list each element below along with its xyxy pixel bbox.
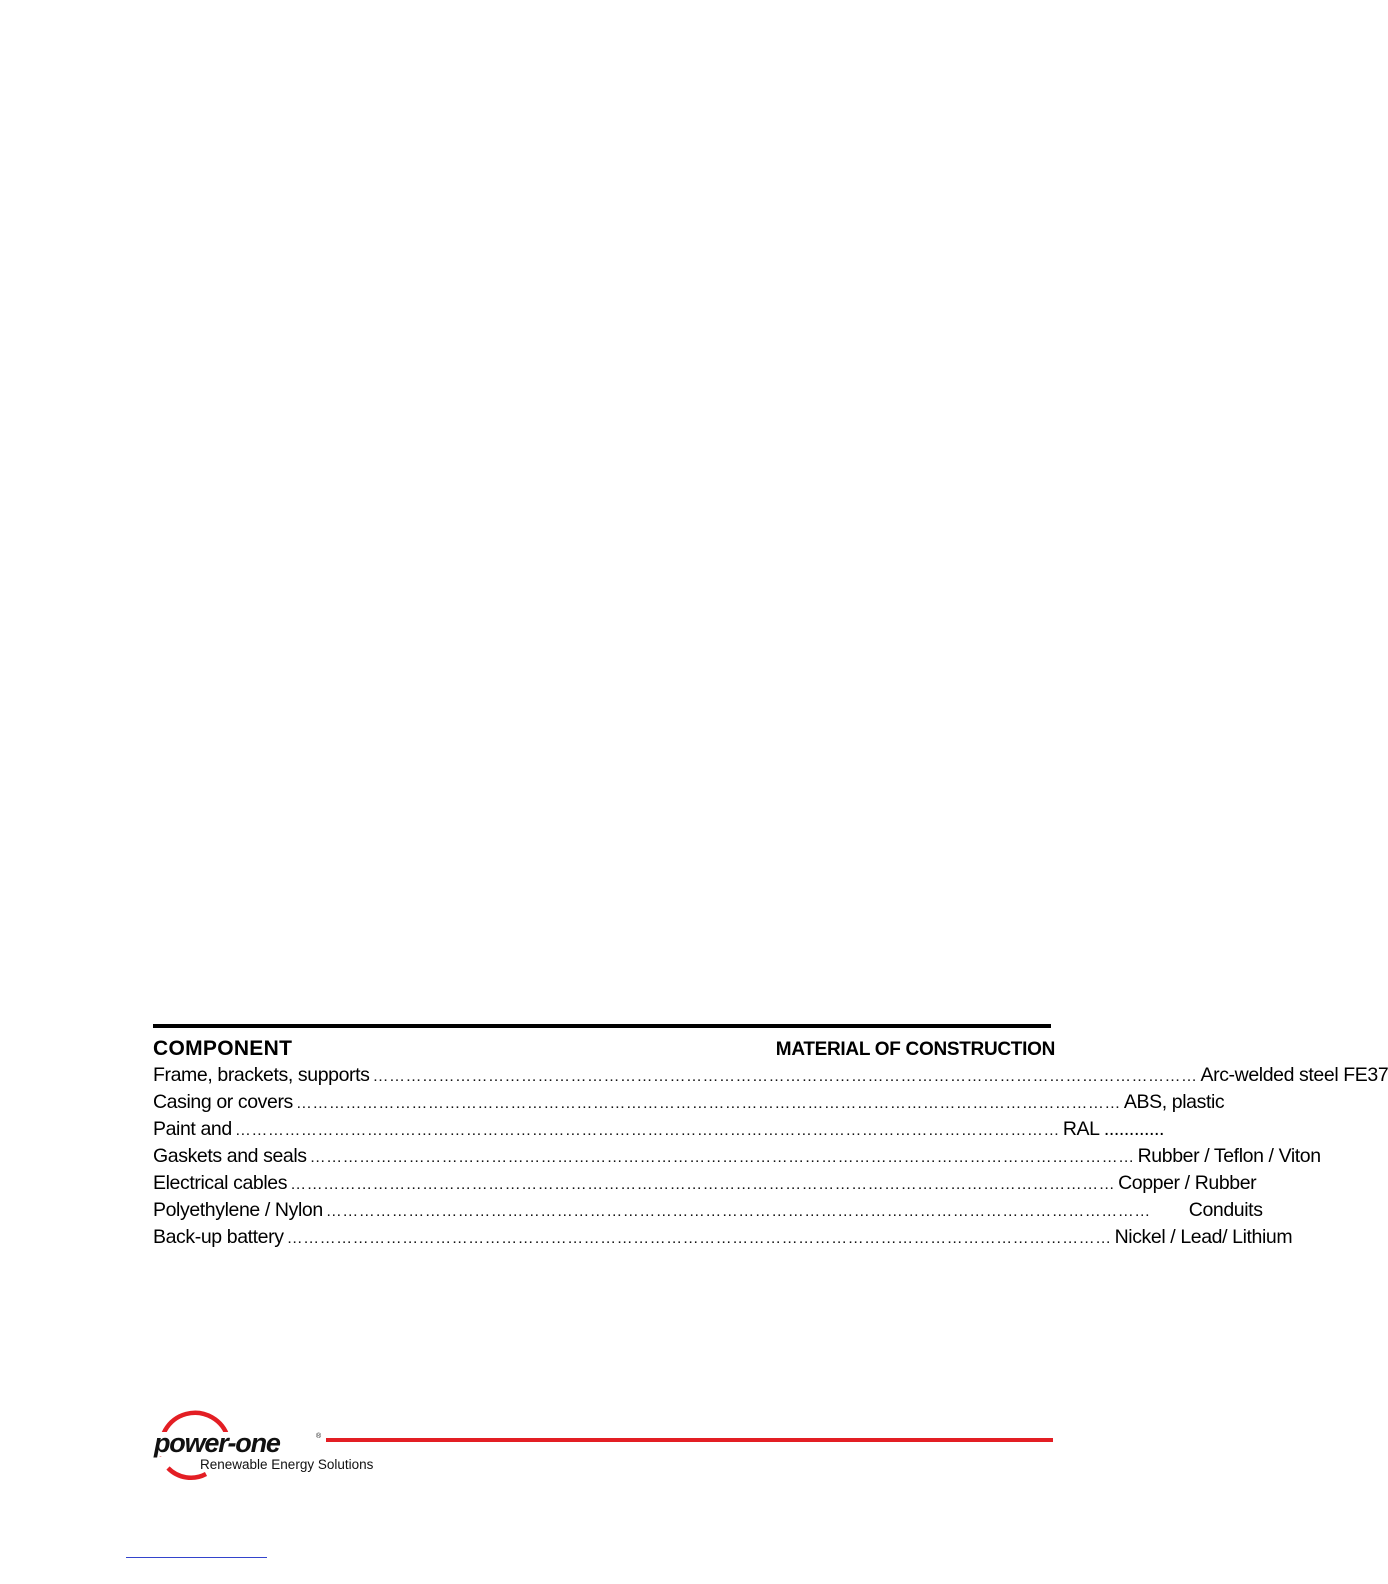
header-component: COMPONENT [153,1037,293,1060]
component-label: Gaskets and seals [153,1145,307,1167]
materials-table [153,1024,1388,1253]
dot-leader: …………………………………………………………………………………………………………………………………… [286,1230,1112,1247]
table-row [153,1091,1225,1118]
material-value: Arc-welded steel FE37 [1200,1064,1388,1086]
component-label: Back-up battery [153,1226,284,1248]
material-value: Conduits [1188,1199,1263,1221]
table-row [153,1118,1165,1145]
footer-red-rule [320,1438,1053,1442]
material-value: Rubber / Teflon / Viton [1137,1145,1321,1167]
dot-leader: …………………………………………………………………………………………………………………………………… [234,1122,1060,1139]
dot-leader: …………………………………………………………………………………………………………………………………… [325,1203,1151,1220]
logo-tagline: Renewable Energy Solutions [200,1457,374,1472]
material-value: Copper / Rubber [1118,1172,1257,1194]
table-header [153,1037,1055,1064]
header-material: MATERIAL OF CONSTRUCTION [775,1039,1055,1060]
logo-wordmark: power-one [154,1428,280,1458]
component-label: Polyethylene / Nylon [153,1199,323,1221]
component-label: Frame, brackets, supports [153,1064,370,1086]
link-underline[interactable] [126,1557,267,1558]
power-one-logo [150,1408,390,1478]
component-label: Electrical cables [153,1172,288,1194]
dot-leader: …………………………………………………………………………………………………………………………………… [372,1068,1198,1085]
component-label: Paint and [153,1118,232,1140]
table-row [153,1064,1388,1091]
table-row [153,1199,1263,1226]
table-row [153,1226,1293,1253]
material-value: Nickel / Lead/ Lithium [1114,1226,1293,1248]
component-label: Casing or covers [153,1091,293,1113]
registered-mark: ® [316,1433,322,1440]
dot-leader: …………………………………………………………………………………………………………………………………… [290,1176,1116,1193]
table-top-rule [153,1024,1051,1028]
dot-leader: …………………………………………………………………………………………………………………………………… [295,1095,1121,1112]
table-row [153,1145,1321,1172]
table-row [153,1172,1257,1199]
material-value: RAL ............ [1062,1118,1165,1140]
material-value: ABS, plastic [1123,1091,1225,1113]
dot-leader: …………………………………………………………………………………………………………………………………… [309,1149,1135,1166]
